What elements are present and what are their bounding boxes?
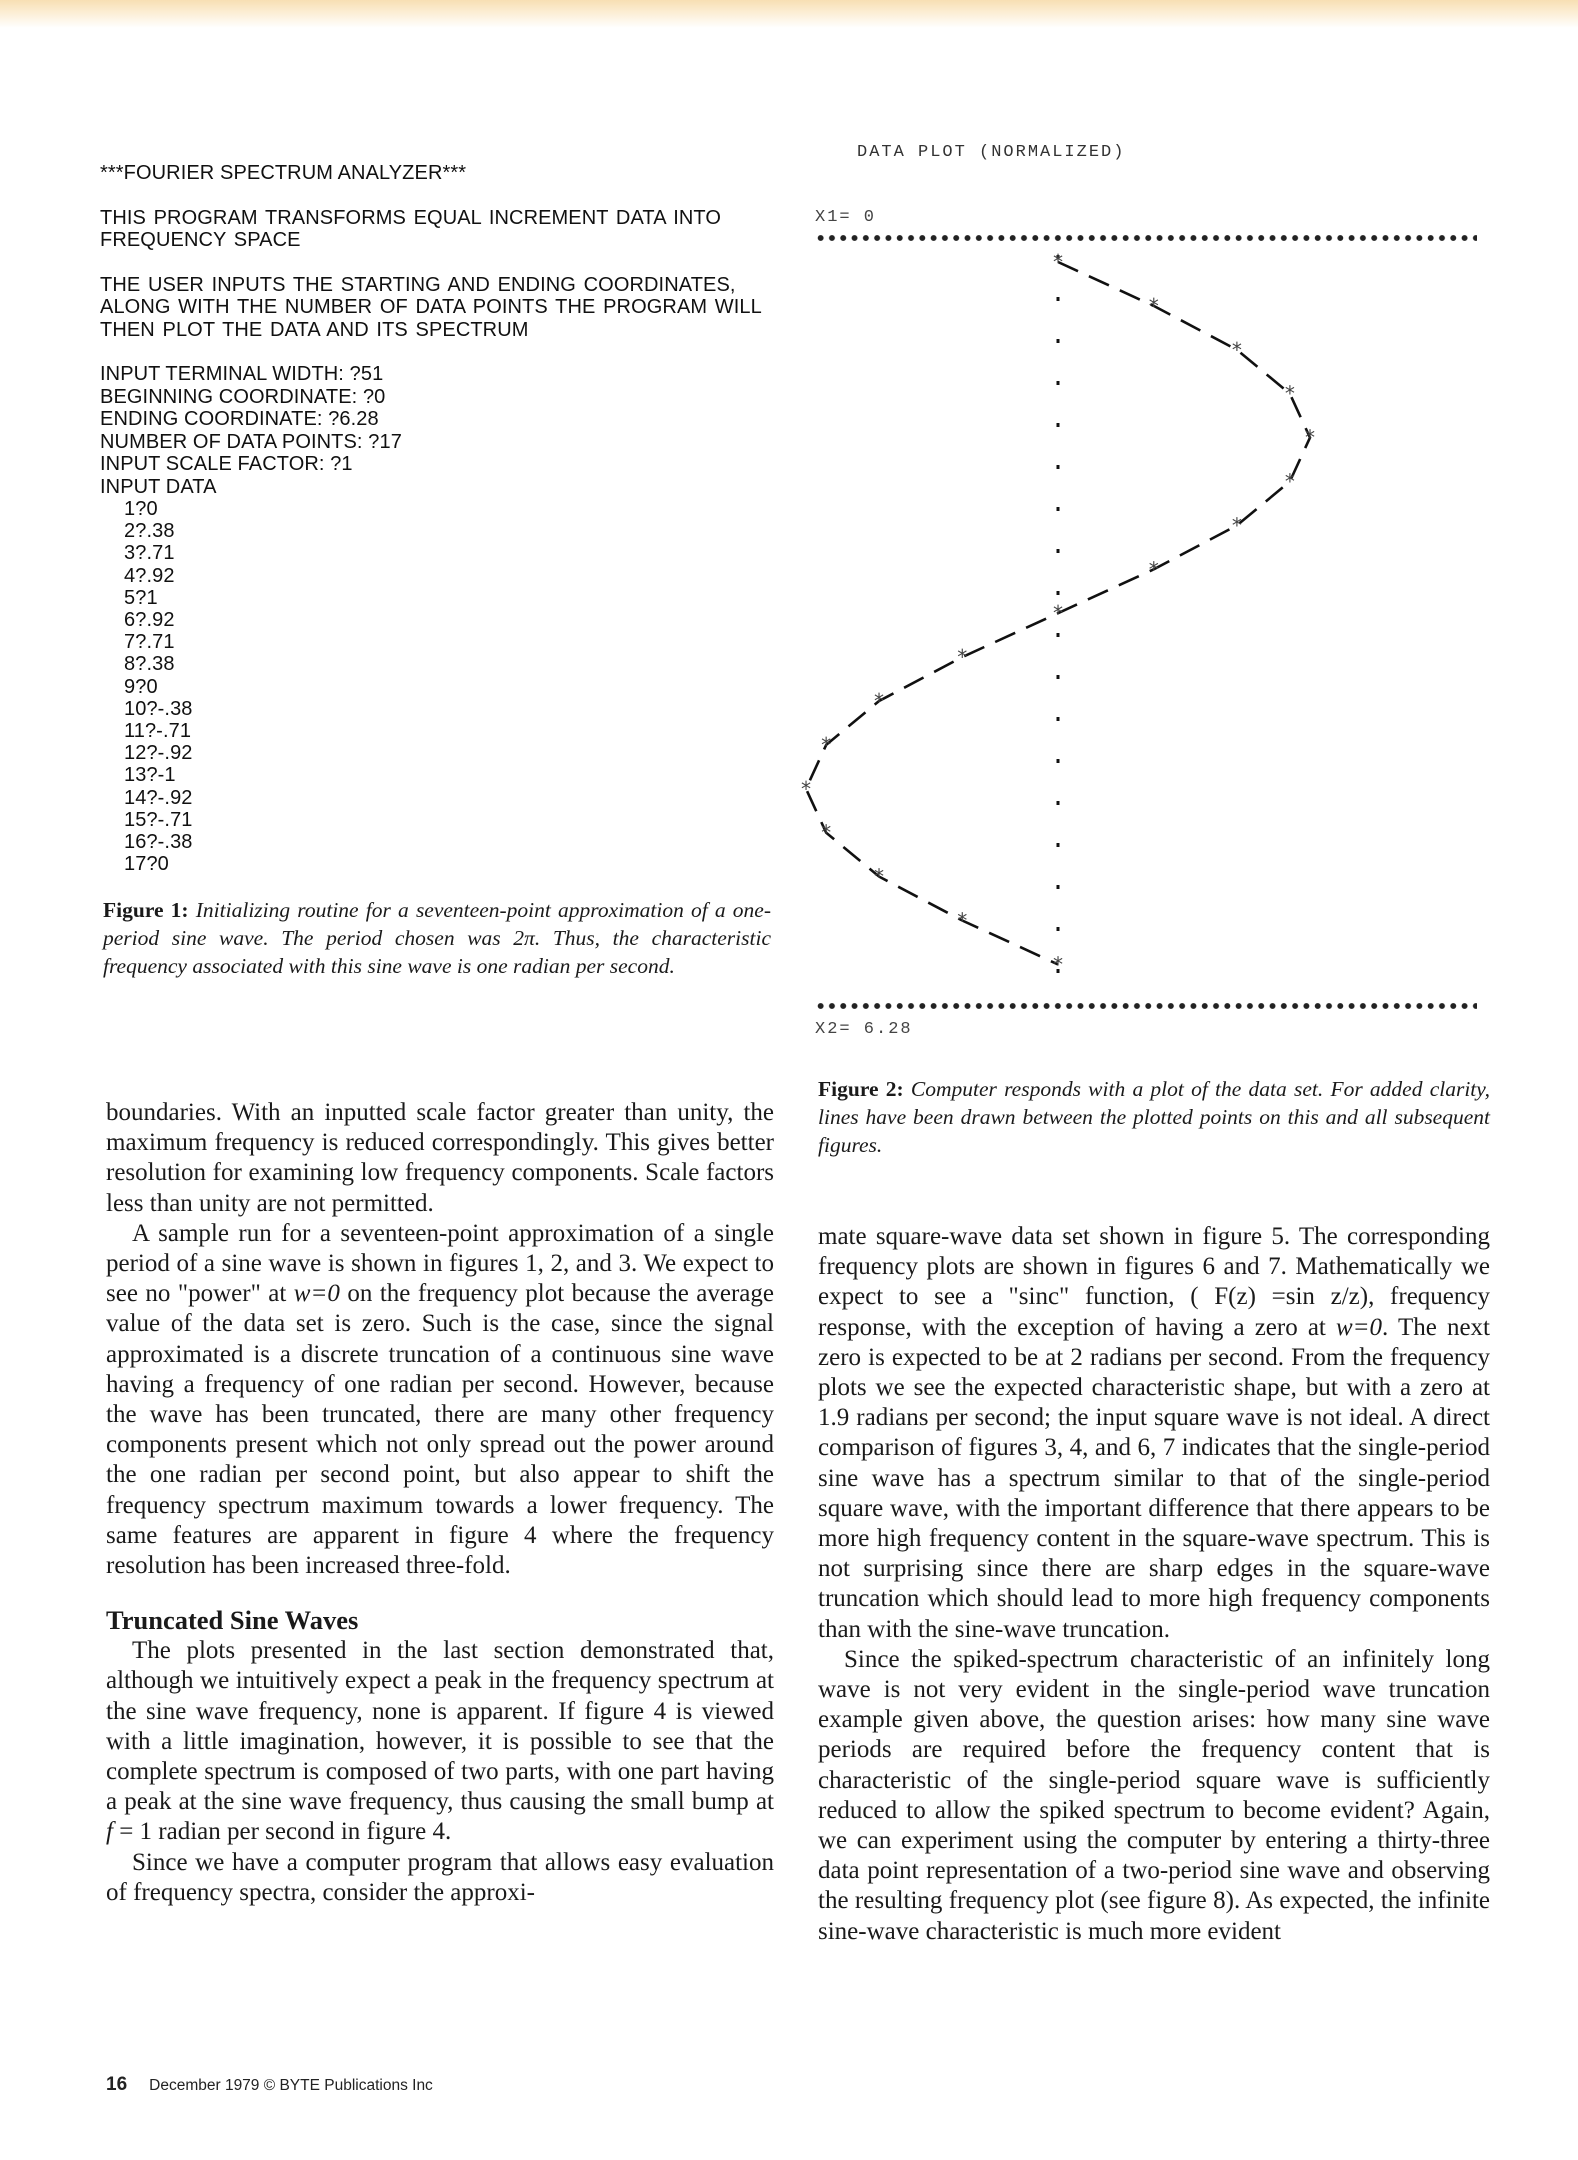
data-entry: 8?.38 [124,653,175,676]
prompt-line: NUMBER OF DATA POINTS: ?17 [100,430,402,453]
asterisk-marker-icon: * [1303,425,1317,450]
prompt-line: INPUT SCALE FACTOR: ?1 [100,453,353,475]
sine-wave-plot [0,0,1578,1060]
data-entry: 7?.71 [124,631,175,654]
text-run: A sample run for a seventeen-point approximation of a single period of a sine wave is shown in figures 1, 2, and 3. We expect to see no "power" at [106,1219,774,1308]
text-run: mate square-wave data set shown in figure 5. The corresponding frequency plots are shown in figures 6 and 7. Mathematically we expect to see a "sinc" function, ( F(z) =sin z/z), frequency response, with the exception of having a zero at [818,1223,1490,1341]
paragraph [818,1222,1490,1645]
data-entry: 16?-.38 [124,831,193,854]
section-heading: Truncated Sine Waves [106,1605,359,1636]
data-entry: 11?-.71 [124,720,192,743]
asterisk-marker-icon: * [873,689,886,713]
asterisk-marker-icon: * [799,776,813,801]
asterisk-marker-icon: * [956,645,969,670]
caption-label: Figure 2: [818,1077,904,1101]
program-description: THIS PROGRAM TRANSFORMS EQUAL INCREMENT DATA INTO FREQUENCY SPACE [100,206,722,251]
data-entry: 5?1 [124,586,158,609]
paragraph [106,1636,774,1847]
math-inline: w=0 [293,1280,340,1308]
prompt-line: INPUT DATA [100,475,217,498]
plot-x2-label: X2= 6.28 [815,1020,913,1039]
data-entry: 15?-.71 [124,808,193,831]
asterisk-marker-icon: * [1147,557,1160,582]
page-footer [106,2074,433,2096]
article-right-column [818,1222,1490,1947]
asterisk-marker-icon: * [1051,250,1065,274]
asterisk-marker-icon: * [1230,513,1243,538]
asterisk-marker-icon: * [1051,601,1065,626]
figure-2-caption [818,1075,1490,1159]
asterisk-marker-icon: * [820,820,833,845]
asterisk-marker-icon: * [873,864,886,889]
prompt-line: BEGINNING COORDINATE: ?0 [100,385,386,408]
paragraph: boundaries. With an inputted scale factor greater than unity, the maximum frequency is reduced correspondingly. This gives better resolution for examining low frequency components. Scale factors less than unity are not permitted. [106,1099,774,1217]
paragraph: Since the spiked-spectrum characteristic of an infinitely long wave is not very evident in the single-period wave truncation example given above, the question arises: how many sine wave periods are required before the frequency content that is characteristic of the single-period square wave is sufficiently reduced to allow the spiked spectrum to become evident? Again, we can experiment using the computer by entering a thirty-three data point representation of a two-period sine wave and observing the resulting frequency plot (see figure 8). As expected, the infinite sine-wave characteristic is much more evident [818,1645,1490,1945]
data-entry: 10?-.38 [124,697,193,720]
text-run: . The next zero is expected to be at 2 radians per second. From the frequency plots we see the expected characteristic shape, but with a zero at 1.9 radians per second; the input square wave is not ideal. A direct comparison of figures 3, 4, and 6, 7 indicates that the single-period sine wave has a spectrum similar to that of the single-period square wave, with the important difference that there appears to be more high frequency content in the square-wave spectrum. This is not surprising since there are sharp edges in the square-wave truncation which should lead to more high frequency components than with the sine-wave truncation. [818,1313,1490,1643]
program-title: ***FOURIER SPECTRUM ANALYZER*** [100,162,467,184]
data-entry: 6?.92 [124,609,175,632]
asterisk-marker-icon: * [1283,469,1296,494]
data-entry: 12?-.92 [124,742,193,765]
math-inline: f [106,1818,113,1846]
page-number: 16 [106,2074,128,2095]
data-entry: 13?-1 [124,764,176,787]
text-run: on the frequency plot because the average value of the data set is zero. Such is the case, since the signal approximated is a discrete truncation of a continuous sine wave having a frequency of one radian per second. However, because the wave has been truncated, there are many other frequency components present which not only spread out the power around the one radian per second point, but also appear to shift the frequency spectrum maximum towards a lower frequency. The same features are apparent in figure 4 where the frequency resolution has been increased three-fold. [106,1280,774,1580]
asterisk-marker-icon: * [1147,293,1160,318]
data-entry: 9?0 [124,675,158,698]
asterisk-marker-icon: * [1283,381,1296,406]
prompt-line: ENDING COORDINATE: ?6.28 [100,408,379,430]
plot-title: DATA PLOT (NORMALIZED) [857,143,1126,162]
asterisk-marker-icon: * [956,908,969,933]
caption-text: Initializing routine for a seventeen-point approximation of a one-period sine wave. The period chosen was 2π. Thus, the characteristic frequency associated with this sine wave is one radian per second. [103,898,771,978]
data-entry: 14?-.92 [124,786,193,809]
text-run: = 1 radian per second in figure 4. [112,1818,452,1846]
prompt-line: INPUT TERMINAL WIDTH: ?51 [100,363,384,385]
asterisk-marker-icon: * [820,732,833,757]
asterisk-marker-icon: * [1230,337,1243,362]
data-entry: 3?.71 [124,542,175,565]
article-left-column [106,1098,774,1908]
asterisk-marker-icon: * [1051,952,1065,977]
program-instructions: THE USER INPUTS THE STARTING AND ENDING COORDINATES, ALONG WITH THE NUMBER OF DATA POINTS THE PROGRAM WILL THEN PLOT THE DATA AND ITS SPECTRUM [100,273,762,341]
text-run: The plots presented in the last section demonstrated that, although we intuitively expect a peak in the frequency spectrum at the sine wave frequency, none is apparent. If figure 4 is viewed with a little imagination, however, it is possible to see that the complete spectrum is composed of two parts, with one part having a peak at the sine wave frequency, thus causing the small bump at [106,1637,774,1816]
caption-text: Computer responds with a plot of the data set. For added clarity, lines have been drawn between the plotted points on this and all subsequent figures. [818,1077,1491,1157]
data-entry: 1?0 [124,498,158,520]
paragraph [106,1219,774,1581]
data-point-markers [800,250,1316,976]
caption-label: Figure 1: [103,898,189,922]
publication-credit: December 1979 © BYTE Publications Inc [149,2077,433,2094]
math-inline: w=0 [1336,1313,1383,1341]
data-entry: 2?.38 [124,520,175,543]
data-entry: 17?0 [124,853,169,876]
data-entry: 4?.92 [124,564,175,587]
paragraph: Since we have a computer program that allows easy evaluation of frequency spectra, consider the approxi- [106,1848,774,1906]
plot-x1-label: X1= 0 [815,208,877,227]
